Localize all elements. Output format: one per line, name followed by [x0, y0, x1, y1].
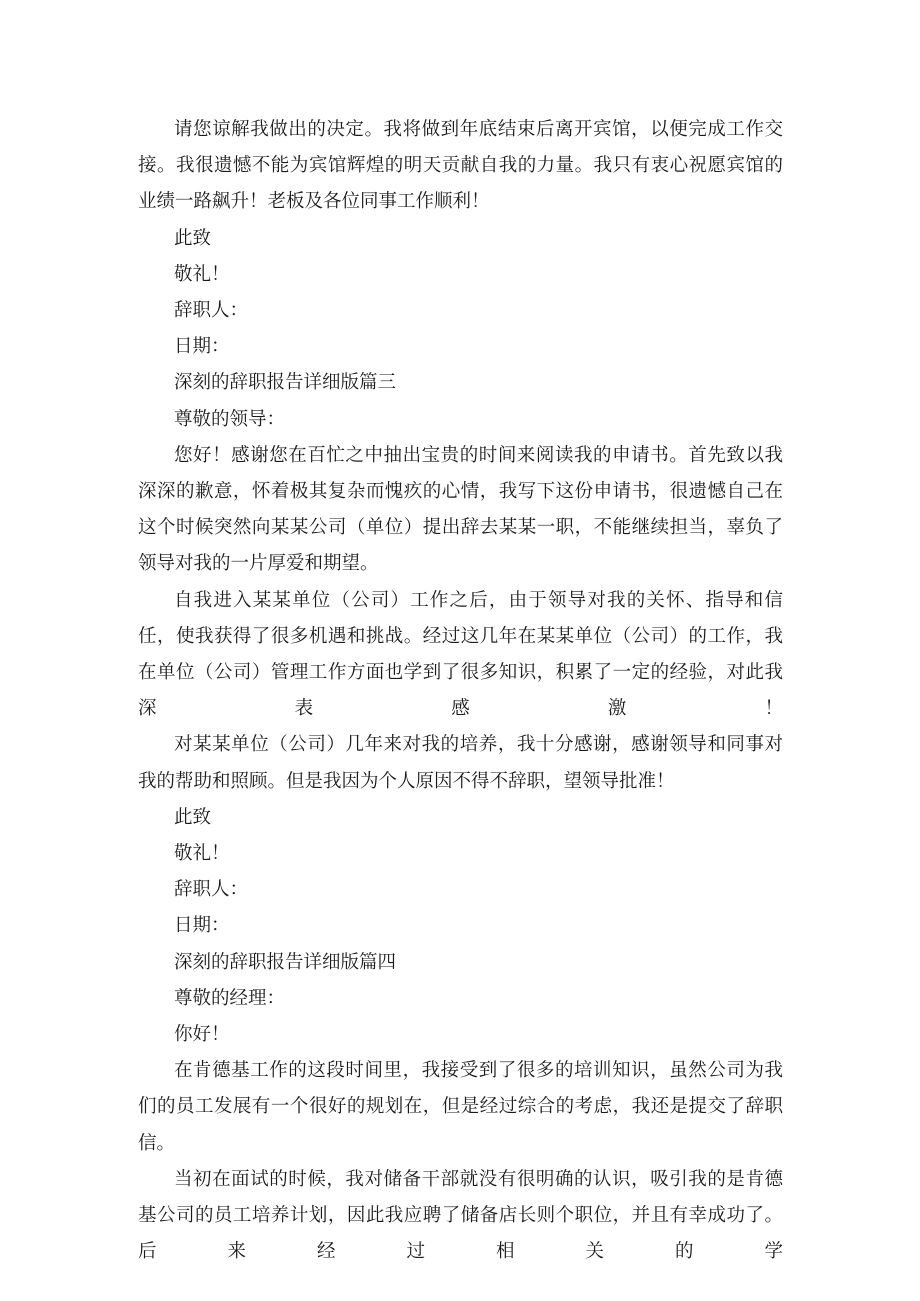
paragraph-kfc-training: 在肯德基工作的这段时间里，我接受到了很多的培训知识，虽然公司为我们的员工发展有一个很好的规划在，但是经过综合的考虑，我还是提交了辞职信。 — [138, 1060, 783, 1154]
closing-ci-zhi: 此致 — [174, 227, 212, 249]
salutation-leader: 尊敬的领导： — [174, 408, 286, 430]
closing-jing-li: 敬礼！ — [174, 263, 230, 285]
signature-resigner: 辞职人： — [174, 300, 249, 322]
signature-date: 日期： — [174, 336, 230, 358]
closing-ci-zhi-2: 此致 — [174, 806, 212, 828]
paragraph-interview-history: 当初在面试的时候，我对储备干部就没有很明确的认识，吸引我的是肯德基公司的员工培养计划，因此我应聘了储备店长则个职位，并且有幸成功了。后来经过相关的学 — [138, 1168, 783, 1263]
section-heading-part-four: 深刻的辞职报告详细版篇四 — [174, 951, 397, 973]
paragraph-personal-reason: 对某某单位（公司）几年来对我的培养，我十分感谢，感谢领导和同事对我的帮助和照顾。但是我因为个人原因不得不辞职，望领导批准！ — [138, 734, 783, 792]
section-heading-part-three: 深刻的辞职报告详细版篇三 — [174, 372, 397, 394]
paragraph-greeting-apology: 您好！感谢您在百忙之中抽出宝贵的时间来阅读我的申请书。首先致以我深深的歉意，怀着极其复杂而愧疚的心情，我写下这份申请书，很遗憾自己在这个时候突然向某某公司（单位）提出辞去某某一职，不能继续担当，辜负了领导对我的一片厚爱和期望。 — [138, 444, 783, 575]
salutation-manager: 尊敬的经理： — [174, 987, 286, 1009]
paragraph-gratitude-experience: 自我进入某某单位（公司）工作之后，由于领导对我的关怀、指导和信任，使我获得了很多机遇和挑战。经过这几年在某某单位（公司）的工作，我在单位（公司）管理工作方面也学到了很多知识，积累了一定的经验，对此我深表感激！ — [138, 589, 783, 720]
greeting-hello: 你好！ — [174, 1024, 230, 1046]
document-body — [138, 112, 783, 1271]
signature-resigner-2: 辞职人： — [174, 879, 249, 901]
closing-jing-li-2: 敬礼！ — [174, 843, 230, 865]
signature-date-2: 日期： — [174, 915, 230, 937]
paragraph-farewell: 请您谅解我做出的决定。我将做到年底结束后离开宾馆，以便完成工作交接。我很遗憾不能为宾馆辉煌的明天贡献自我的力量。我只有衷心祝愿宾馆的业绩一路飙升！老板及各位同事工作顺利！ — [138, 119, 783, 213]
